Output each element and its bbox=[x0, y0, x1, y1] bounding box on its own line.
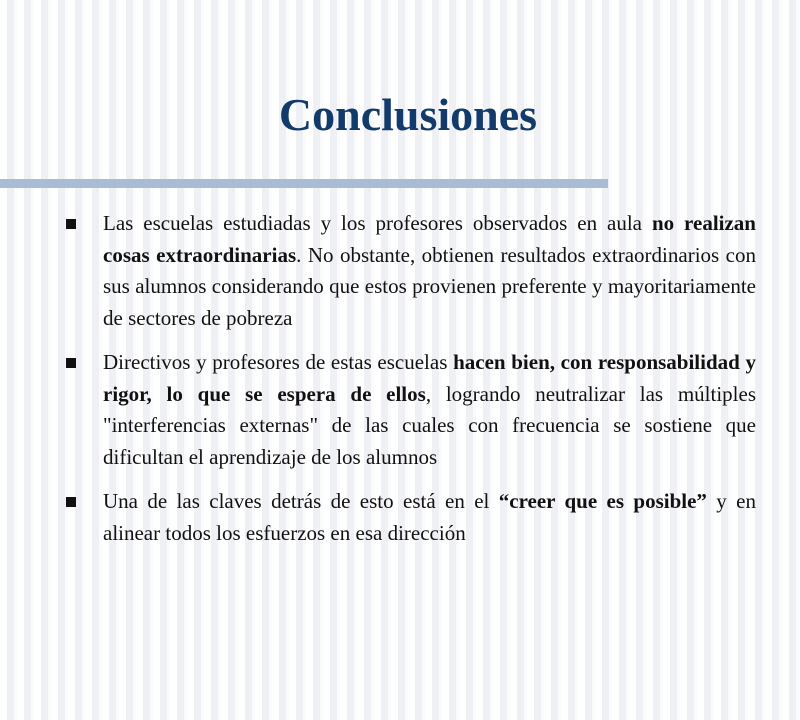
bullet-text: y en alinear todos los esfuerzos en esa dirección bbox=[103, 489, 756, 545]
square-bullet-icon bbox=[66, 219, 76, 229]
bullet-text: Las escuelas estudiadas y los profesores observados en aula bbox=[103, 211, 652, 235]
bullet-item bbox=[62, 347, 756, 473]
bullet-bold-text: no realizan cosas extraordinarias bbox=[103, 211, 756, 267]
bullet-bold-text: hacen bien, con responsabilidad y rigor, lo que se espera de ellos bbox=[103, 350, 757, 406]
bullet-text: Directivos y profesores de estas escuelas bbox=[103, 350, 454, 374]
bullet-bold-text: “creer que es posible” bbox=[498, 489, 707, 513]
bullet-item bbox=[62, 486, 756, 549]
bullet-text: Una de las claves detrás de esto está en el bbox=[103, 489, 499, 513]
bullet-text: . No obstante, obtienen resultados extraordinarios con sus alumnos considerando que estos provienen preferente y mayoritariamente de sectores de pobreza bbox=[103, 242, 756, 330]
title-underline bbox=[0, 179, 608, 188]
bullet-text: , logrando neutralizar las múltiples "interferencias externas" de las cuales con frecuencia se sostiene que dificultan el aprendizaje de los alumnos bbox=[103, 381, 756, 469]
bullet-item bbox=[62, 208, 756, 334]
bullet-list bbox=[62, 208, 756, 562]
slide-title: Conclusiones bbox=[278, 89, 538, 140]
square-bullet-icon bbox=[66, 358, 76, 368]
square-bullet-icon bbox=[66, 497, 76, 507]
